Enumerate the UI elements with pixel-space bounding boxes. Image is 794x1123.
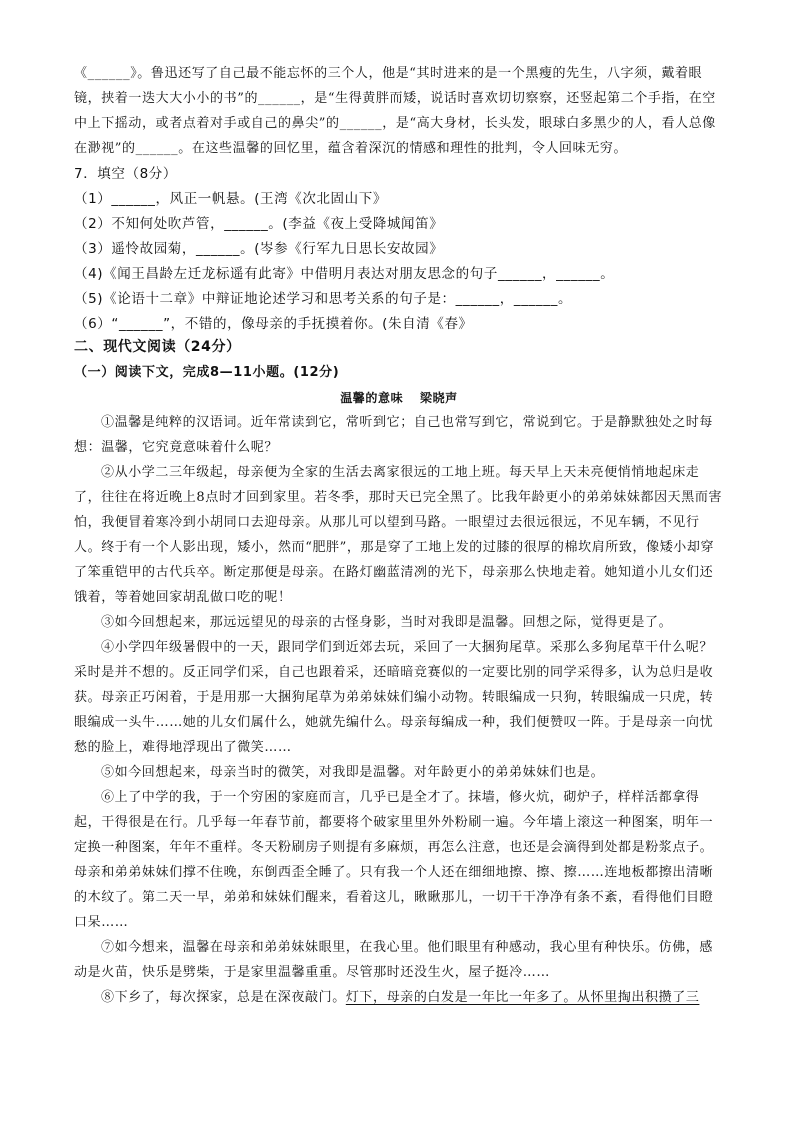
article-paragraph-7: ⑦如今想来，温馨在母亲和弟弟妹妹眼里，在我心里。他们眼里有种感动，我心里有种快乐。仿佛，感动是火苗，快乐是劈柴，于是家里温馨重重。尽管那时还没生火，屋子挺冷…… [74, 940, 714, 980]
article-paragraph-3: ③如今回想起来，那远远望见的母亲的古怪身影，当时对我即是温馨。回想之际，觉得更是了。 [101, 615, 673, 630]
article-paragraph-8 [74, 985, 724, 1010]
article-paragraph-1: ①温馨是纯粹的汉语词。近年常读到它，常听到它；自己也常写到它，常说到它。于是静默独处之时每想：温馨，它究竟意味着什么呢？ [74, 415, 714, 455]
article-paragraph-8-underlined: 灯下，母亲的白发是一年比一年多了。从怀里掏出积攒了三 [345, 990, 700, 1005]
question-7-item-3: （3）遥怜故园菊，______。(岑参《行军九日思长安故园》 [74, 241, 444, 257]
question-7-item-5: （5)《论语十二章》中辩证地论述学习和思考关系的句子是：______，______。 [74, 291, 573, 307]
article-title: 温馨的意味 [340, 391, 404, 405]
question-7-item-2: （2）不知何处吹芦管，______。(李益《夜上受降城闻笛》 [74, 216, 444, 232]
question-7-item-4: （4)《闻王昌龄左迁龙标遥有此寄》中借明月表达对朋友思念的句子______，______。 [74, 266, 615, 282]
article-paragraph-4: ④小学四年级暑假中的一天，跟同学们到近郊去玩，采回了一大捆狗尾草。采那么多狗尾草干什么呢？采时是并不想的。反正同学们采，自己也跟着采，还暗暗竞赛似的一定要比别的同学采得多，认为总归是收获。母亲正巧闲着，于是用那一大捆狗尾草为弟弟妹妹们编小动物。转眼编成一只狗，转眼编成一只虎，转眼编成一头牛……她的儿女们属什么，她就先编什么。母亲每编成一种，我们便赞叹一阵。于是母亲一向忧愁的脸上，难得地浮现出了微笑…… [74, 640, 714, 755]
article-paragraph-6: ⑥上了中学的我，于一个穷困的家庭而言，几乎已是全才了。抹墙，修火炕，砌炉子，样样活都拿得起，干得很是在行。几乎每一年春节前，都要将个破家里里外外粉刷一遍。今年墙上滚这一种图案，明年一定换一种图案，年年不重样。冬天粉刷房子则提有多麻烦，再怎么注意，也还是会滴得到处都是粉浆点子。母亲和弟弟妹妹们撑不住晚，东倒西歪全睡了。只有我一个人还在细细地擦、擦、擦……连地板都擦出清晰的木纹了。第二天一早，弟弟和妹妹们醒来，看着这儿，瞅瞅那儿，一切干干净净有条不紊，看得他们目瞪口呆…… [74, 790, 714, 930]
article-paragraph-8-plain: ⑧下乡了，每次探家，总是在深夜敲门。 [101, 990, 346, 1005]
question-7-heading: 7．填空（8分） [74, 166, 177, 182]
question-7-item-6: （6）“______”，不错的，像母亲的手抚摸着你。(朱自清《春》 [74, 316, 473, 332]
article-body [74, 410, 724, 1010]
intro-paragraph-block [74, 61, 724, 161]
section-2-heading: 二、现代文阅读（24分） [74, 339, 241, 355]
article-paragraph-2: ②从小学二三年级起，母亲便为全家的生活去离家很远的工地上班。每天早上天未亮便悄悄地起床走了，往往在将近晚上8点时才回到家里。若冬季，那时天已完全黑了。比我年龄更小的弟弟妹妹都因天黑而害怕，我便冒着寒冷到小胡同口去迎母亲。从那儿可以望到马路。一眼望过去很远很远，不见车辆，不见行人。终于有一个人影出现，矮小，然而“肥胖”，那是穿了工地上发的过膝的很厚的棉坎肩所致，像矮小却穿了笨重铠甲的古代兵卒。断定那便是母亲。在路灯幽蓝清冽的光下，母亲那么快地走着。她知道小儿女们还饿着，等着她回家胡乱做口吃的呢！ [74, 465, 723, 605]
question-7-item-1: （1）______，风正一帆悬。(王湾《次北固山下》 [74, 191, 387, 207]
article-author: 梁晓声 [419, 391, 458, 405]
intro-paragraph: 《______》。鲁迅还写了自己最不能忘怀的三个人，他是“其时进来的是一个黑瘦的先生，八字须，戴着眼镜，挟着一迭大大小小的书”的______，是“生得黄胖而矮，说话时喜欢切切察察，还竖起第二个手指，在空中上下摇动，或者点着对手或自己的鼻尖”的______，是“高大身材，长头发，眼球白多黑少的人，看人总像在渺视”的______。在这些温馨的回忆里，蕴含着深沉的情感和理性的批判，令人回味无穷。 [74, 66, 716, 156]
article-title-line [74, 386, 724, 411]
question-7 [74, 162, 724, 337]
subsection-1-heading: （一）阅读下文，完成8—11小题。(12分) [74, 365, 340, 380]
article-paragraph-5: ⑤如今回想起来，母亲当时的微笑，对我即是温馨。对年龄更小的弟弟妹妹们也是。 [101, 765, 605, 780]
